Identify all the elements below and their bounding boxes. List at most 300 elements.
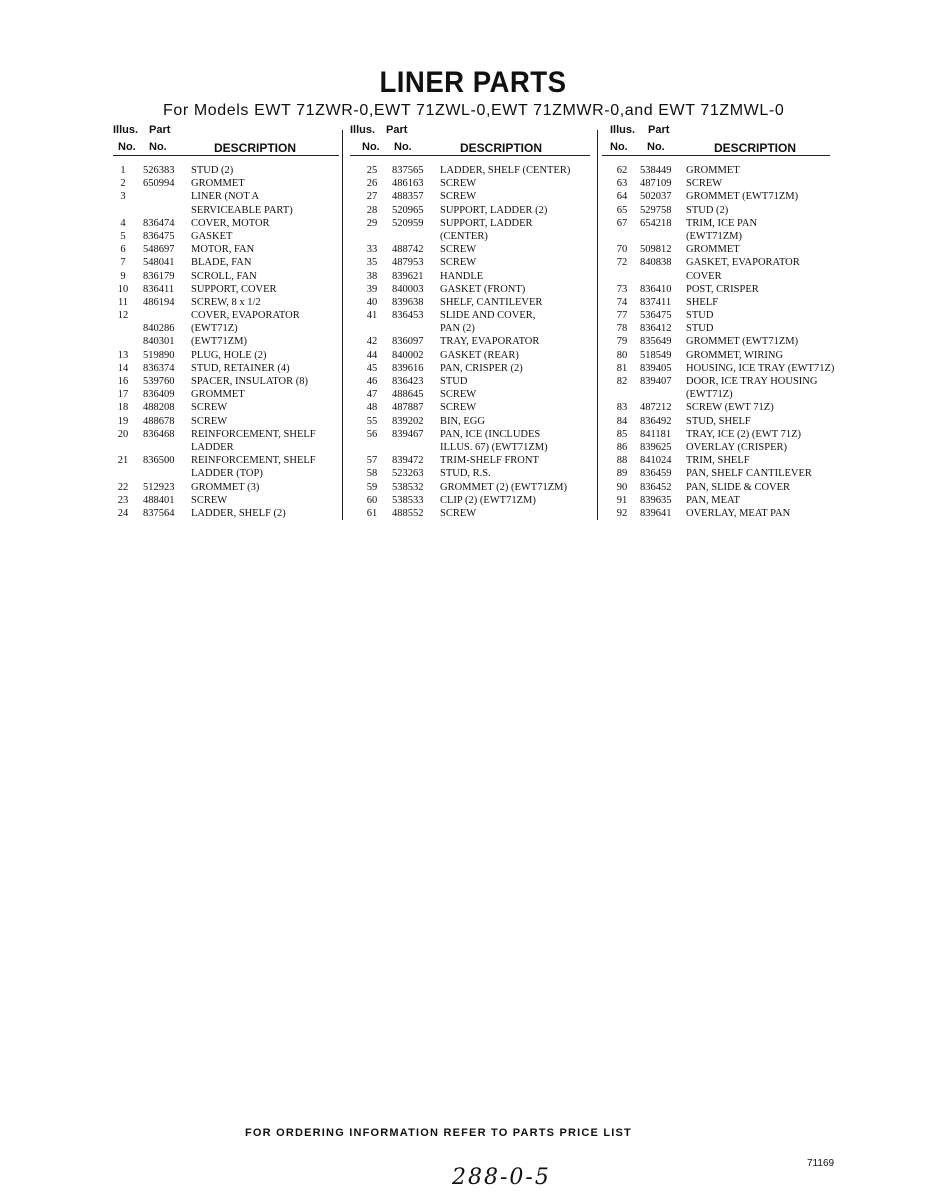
table-row	[113, 230, 339, 243]
illus-number: 81	[616, 362, 628, 374]
part-number: 840002	[392, 349, 424, 361]
illus-number: 72	[616, 257, 628, 269]
table-row	[350, 270, 590, 283]
table-row	[602, 164, 854, 177]
part-number: 548697	[143, 244, 175, 256]
part-description: SHELF	[686, 296, 719, 308]
table-row	[350, 467, 590, 480]
part-number: 837564	[143, 507, 175, 519]
part-number: 837565	[392, 165, 424, 176]
parts-column-1	[113, 124, 339, 520]
illus-number: 14	[117, 362, 129, 374]
part-number: 526383	[143, 165, 175, 176]
parts-list	[350, 164, 590, 520]
table-row	[113, 428, 339, 441]
part-description: (EWT71ZM)	[191, 336, 247, 348]
part-description: TRIM-SHELF FRONT	[440, 455, 539, 467]
part-description: STUD (2)	[686, 204, 729, 216]
part-description: PAN, MEAT	[686, 494, 740, 506]
part-number: 512923	[143, 481, 175, 493]
illus-number: 46	[366, 376, 378, 387]
illus-number: 86	[616, 441, 628, 453]
part-number: 839635	[640, 494, 672, 506]
part-number: 836097	[392, 336, 424, 348]
illus-number: 82	[616, 376, 628, 387]
part-number: 519890	[143, 349, 175, 361]
part-number: 839202	[392, 415, 424, 427]
illus-number: 65	[616, 204, 628, 216]
illus-number: 18	[117, 402, 129, 414]
table-row	[113, 507, 339, 520]
parts-column-2	[350, 124, 590, 520]
illus-number: 45	[366, 362, 378, 374]
part-number: 839407	[640, 376, 672, 387]
illus-number: 88	[616, 455, 628, 467]
part-description: SCREW	[440, 257, 477, 269]
table-row	[113, 467, 339, 480]
table-row	[602, 270, 854, 283]
description-label: DESCRIPTION	[714, 141, 797, 155]
document-number: 71169	[807, 1158, 835, 1169]
illus-number: 27	[366, 191, 378, 203]
table-row	[602, 415, 854, 428]
table-row	[113, 375, 339, 388]
table-row	[602, 309, 854, 322]
table-row	[350, 164, 590, 177]
part-description: SCREW	[440, 402, 477, 414]
illus-number: 74	[616, 296, 628, 308]
column-header	[113, 124, 339, 156]
part-label: Part	[149, 124, 171, 136]
illus-number: 79	[616, 336, 628, 348]
part-number: 654218	[640, 217, 672, 229]
illus-number: 9	[120, 270, 126, 282]
part-number: 488645	[392, 389, 424, 401]
table-row	[350, 441, 590, 454]
part-description: STUD, RETAINER (4)	[191, 362, 290, 374]
part-number: 536475	[640, 310, 672, 322]
part-label: Part	[648, 124, 670, 136]
table-row	[113, 217, 339, 230]
table-row	[350, 322, 590, 335]
part-number: 520959	[392, 217, 424, 229]
part-description: GROMMET, WIRING	[686, 349, 784, 361]
illus-number: 20	[117, 428, 129, 440]
table-row	[113, 177, 339, 190]
part-number: 836453	[392, 310, 424, 322]
table-row	[602, 467, 854, 480]
part-no-label: No.	[394, 141, 412, 153]
table-row	[602, 375, 854, 388]
part-description: OVERLAY (CRISPER)	[686, 441, 788, 453]
illus-number: 16	[117, 376, 129, 387]
part-description: LADDER	[191, 441, 234, 453]
illus-label: Illus.	[610, 124, 636, 136]
table-row	[350, 349, 590, 362]
part-description: SCREW	[440, 507, 477, 519]
part-description: OVERLAY, MEAT PAN	[686, 507, 791, 519]
part-number: 839616	[392, 362, 424, 374]
part-number: 836492	[640, 415, 672, 427]
illus-number: 90	[616, 481, 628, 493]
table-row	[350, 507, 590, 520]
part-description: SPACER, INSULATOR (8)	[191, 376, 308, 387]
illus-number: 23	[117, 494, 129, 506]
part-description: GROMMET	[191, 389, 245, 401]
part-description: SUPPORT, LADDER	[440, 217, 533, 229]
part-number: 650994	[143, 178, 175, 190]
parts-column-3	[602, 124, 854, 520]
illus-number: 59	[366, 481, 378, 493]
part-number: 836179	[143, 270, 175, 282]
illus-number: 40	[366, 296, 378, 308]
table-row	[602, 177, 854, 190]
part-number: 487212	[640, 402, 672, 414]
part-description: (EWT71Z)	[686, 389, 733, 401]
ordering-footer: FOR ORDERING INFORMATION REFER TO PARTS PRICE LIST	[245, 1127, 632, 1139]
table-row	[350, 309, 590, 322]
part-description: TRIM, SHELF	[686, 455, 750, 467]
table-row	[350, 230, 590, 243]
illus-number: 60	[366, 494, 378, 506]
part-description: COVER	[686, 270, 722, 282]
part-number: 839405	[640, 362, 672, 374]
part-description: GROMMET (EWT71ZM)	[686, 191, 799, 203]
table-row	[350, 217, 590, 230]
part-description: SCREW	[191, 415, 228, 427]
table-row	[350, 296, 590, 309]
column-header	[350, 124, 590, 156]
illus-number: 7	[120, 257, 126, 269]
illus-number: 39	[366, 283, 378, 295]
part-number: 487109	[640, 178, 672, 190]
part-number: 836410	[640, 283, 672, 295]
illus-number: 26	[366, 178, 378, 190]
table-row	[113, 349, 339, 362]
illus-number: 58	[366, 468, 378, 480]
illus-number: 2	[120, 178, 126, 190]
part-number: 487953	[392, 257, 424, 269]
illus-number: 17	[117, 389, 129, 401]
description-label: DESCRIPTION	[214, 141, 297, 155]
part-number: 538532	[392, 481, 424, 493]
illus-no-label: No.	[118, 141, 136, 153]
part-description: PAN, SHELF CANTILEVER	[686, 468, 812, 480]
parts-list	[602, 164, 854, 520]
part-description: STUD	[440, 376, 468, 387]
illus-number: 78	[616, 323, 628, 335]
part-description: DOOR, ICE TRAY HOUSING	[686, 376, 818, 387]
part-description: SCREW	[440, 244, 477, 256]
part-description: GASKET	[191, 230, 233, 242]
table-row	[113, 415, 339, 428]
table-row	[602, 243, 854, 256]
illus-number: 21	[117, 455, 129, 467]
part-description: SCREW	[440, 389, 477, 401]
illus-number: 80	[616, 349, 628, 361]
part-description: LINER (NOT A	[191, 191, 260, 203]
illus-number: 24	[117, 507, 129, 519]
part-number: 836475	[143, 230, 175, 242]
table-row	[113, 322, 339, 335]
illus-number: 61	[366, 507, 378, 519]
table-row	[350, 362, 590, 375]
part-description: GROMMET	[191, 178, 245, 190]
part-description: GASKET (REAR)	[440, 349, 519, 361]
illus-number: 12	[117, 310, 129, 322]
table-row	[602, 217, 854, 230]
part-number: 836500	[143, 455, 175, 467]
part-description: PAN, SLIDE & COVER	[686, 481, 791, 493]
part-number: 836474	[143, 217, 175, 229]
part-number: 487887	[392, 402, 424, 414]
table-row	[350, 243, 590, 256]
part-description: GROMMET	[686, 244, 740, 256]
part-number: 840003	[392, 283, 424, 295]
table-row	[113, 243, 339, 256]
part-number: 836452	[640, 481, 672, 493]
illus-number: 6	[120, 244, 126, 256]
part-description: REINFORCEMENT, SHELF	[191, 428, 316, 440]
page-title: LINER PARTS	[379, 66, 567, 99]
column-header	[602, 124, 854, 156]
illus-number: 41	[366, 310, 378, 322]
part-description: STUD	[686, 310, 714, 322]
illus-number: 29	[366, 217, 378, 229]
illus-number: 64	[616, 191, 628, 203]
illus-number: 85	[616, 428, 628, 440]
part-description: SCREW	[440, 191, 477, 203]
illus-number: 57	[366, 455, 378, 467]
table-row	[350, 454, 590, 467]
part-description: (EWT71Z)	[191, 323, 238, 335]
table-row	[350, 401, 590, 414]
part-number: 835649	[640, 336, 672, 348]
illus-label: Illus.	[113, 124, 139, 136]
part-number: 518549	[640, 349, 672, 361]
illus-number: 19	[117, 415, 129, 427]
part-description: SCREW	[191, 494, 228, 506]
illus-number: 4	[120, 217, 126, 229]
table-row	[350, 177, 590, 190]
illus-number: 10	[117, 283, 129, 295]
illus-number: 73	[616, 283, 628, 295]
part-number: 488208	[143, 402, 175, 414]
table-row	[113, 494, 339, 507]
part-number: 486194	[143, 296, 175, 308]
table-row	[113, 441, 339, 454]
table-row	[113, 388, 339, 401]
handwritten-note: 288-0-5	[452, 1165, 551, 1190]
part-number: 836423	[392, 376, 424, 387]
part-number: 839621	[392, 270, 424, 282]
table-row	[602, 322, 854, 335]
description-label: DESCRIPTION	[460, 141, 543, 155]
part-description: SCREW, 8 x 1/2	[191, 296, 261, 308]
part-number: 488678	[143, 415, 175, 427]
part-description: SUPPORT, LADDER (2)	[440, 204, 548, 216]
part-description: SUPPORT, COVER	[191, 283, 277, 295]
part-description: PAN (2)	[440, 323, 475, 335]
part-description: ILLUS. 67) (EWT71ZM)	[440, 441, 548, 453]
part-description: SCREW	[686, 178, 723, 190]
part-description: SCREW (EWT 71Z)	[686, 402, 774, 414]
illus-no-label: No.	[610, 141, 628, 153]
part-number: 529758	[640, 204, 672, 216]
part-description: GROMMET	[686, 165, 740, 176]
part-no-label: No.	[149, 141, 167, 153]
table-row	[602, 296, 854, 309]
illus-no-label: No.	[362, 141, 380, 153]
part-description: LADDER, SHELF (CENTER)	[440, 165, 571, 176]
part-number: 839638	[392, 296, 424, 308]
illus-number: 25	[366, 165, 378, 176]
illus-number: 11	[117, 296, 129, 308]
part-description: COVER, MOTOR	[191, 217, 270, 229]
part-number: 488357	[392, 191, 424, 203]
part-number: 836409	[143, 389, 175, 401]
illus-number: 56	[366, 428, 378, 440]
part-number: 488552	[392, 507, 424, 519]
part-number: 538533	[392, 494, 424, 506]
part-number: 520965	[392, 204, 424, 216]
illus-number: 67	[616, 217, 628, 229]
part-description: PAN, ICE (INCLUDES	[440, 428, 541, 440]
illus-number: 48	[366, 402, 378, 414]
table-row	[113, 309, 339, 322]
table-row	[350, 388, 590, 401]
part-description: SCREW	[440, 178, 477, 190]
illus-number: 22	[117, 481, 129, 493]
part-number: 839467	[392, 428, 424, 440]
table-row	[350, 335, 590, 348]
part-description: TRIM, ICE PAN	[686, 217, 758, 229]
part-description: GROMMET (3)	[191, 481, 260, 493]
table-row	[350, 283, 590, 296]
table-row	[602, 454, 854, 467]
part-number: 839641	[640, 507, 672, 519]
illus-label: Illus.	[350, 124, 376, 136]
part-number: 836468	[143, 428, 175, 440]
table-row	[602, 190, 854, 203]
illus-number: 77	[616, 310, 628, 322]
part-description: HANDLE	[440, 270, 484, 282]
part-number: 509812	[640, 244, 672, 256]
illus-number: 13	[117, 349, 129, 361]
part-description: STUD (2)	[191, 165, 234, 176]
part-number: 488401	[143, 494, 175, 506]
part-description: COVER, EVAPORATOR	[191, 310, 300, 322]
column-divider	[597, 130, 598, 520]
part-description: GROMMET (2) (EWT71ZM)	[440, 481, 567, 493]
part-number: 839625	[640, 441, 672, 453]
illus-number: 63	[616, 178, 628, 190]
illus-number: 92	[616, 507, 628, 519]
part-description: GROMMET (EWT71ZM)	[686, 336, 799, 348]
part-description: SHELF, CANTILEVER	[440, 296, 543, 308]
part-number: 841181	[640, 428, 672, 440]
illus-number: 28	[366, 204, 378, 216]
part-number: 523263	[392, 468, 424, 480]
illus-number: 84	[616, 415, 628, 427]
illus-number: 70	[616, 244, 628, 256]
table-row	[602, 388, 854, 401]
part-description: TRAY, ICE (2) (EWT 71Z)	[686, 428, 802, 440]
part-number: 486163	[392, 178, 424, 190]
table-row	[350, 204, 590, 217]
part-number: 839472	[392, 455, 424, 467]
part-description: LADDER (TOP)	[191, 468, 263, 480]
part-description: TRAY, EVAPORATOR	[440, 336, 540, 348]
table-row	[602, 401, 854, 414]
part-description: SLIDE AND COVER,	[440, 310, 536, 322]
parts-list	[113, 164, 339, 520]
table-row	[602, 428, 854, 441]
part-description: BLADE, FAN	[191, 257, 252, 269]
table-row	[602, 256, 854, 269]
table-row	[350, 415, 590, 428]
part-description: PLUG, HOLE (2)	[191, 349, 267, 361]
table-row	[350, 494, 590, 507]
part-number: 502037	[640, 191, 672, 203]
part-description: (EWT71ZM)	[686, 230, 742, 242]
part-number: 840838	[640, 257, 672, 269]
illus-number: 47	[366, 389, 378, 401]
illus-number: 1	[120, 165, 126, 176]
illus-number: 83	[616, 402, 628, 414]
table-row	[113, 401, 339, 414]
table-row	[602, 362, 854, 375]
table-row	[350, 190, 590, 203]
part-description: CLIP (2) (EWT71ZM)	[440, 494, 536, 506]
part-number: 840301	[143, 336, 175, 348]
table-row	[350, 428, 590, 441]
part-description: SCREW	[191, 402, 228, 414]
part-description: MOTOR, FAN	[191, 244, 255, 256]
illus-number: 42	[366, 336, 378, 348]
table-row	[602, 230, 854, 243]
illus-number: 44	[366, 349, 378, 361]
table-row	[113, 362, 339, 375]
part-number: 548041	[143, 257, 175, 269]
table-row	[113, 164, 339, 177]
table-row	[602, 283, 854, 296]
illus-number: 91	[616, 494, 628, 506]
part-number: 538449	[640, 165, 672, 176]
table-row	[113, 256, 339, 269]
table-row	[113, 454, 339, 467]
part-description: GASKET (FRONT)	[440, 283, 526, 295]
models-subtitle: For Models EWT 71ZWR-0,EWT 71ZWL-0,EWT 71ZMWR-0,and EWT 71ZMWL-0	[163, 102, 785, 119]
table-row	[350, 256, 590, 269]
illus-number: 5	[120, 230, 126, 242]
table-row	[602, 204, 854, 217]
part-number: 836459	[640, 468, 672, 480]
part-number: 840286	[143, 323, 175, 335]
table-row	[113, 190, 339, 203]
part-number: 836411	[143, 283, 175, 295]
part-number: 836412	[640, 323, 672, 335]
table-row	[350, 375, 590, 388]
part-description: (CENTER)	[440, 230, 488, 242]
part-label: Part	[386, 124, 408, 136]
part-number: 836374	[143, 362, 175, 374]
table-row	[113, 296, 339, 309]
table-row	[113, 270, 339, 283]
table-row	[113, 481, 339, 494]
part-description: REINFORCEMENT, SHELF	[191, 455, 316, 467]
part-description: SCROLL, FAN	[191, 270, 257, 282]
